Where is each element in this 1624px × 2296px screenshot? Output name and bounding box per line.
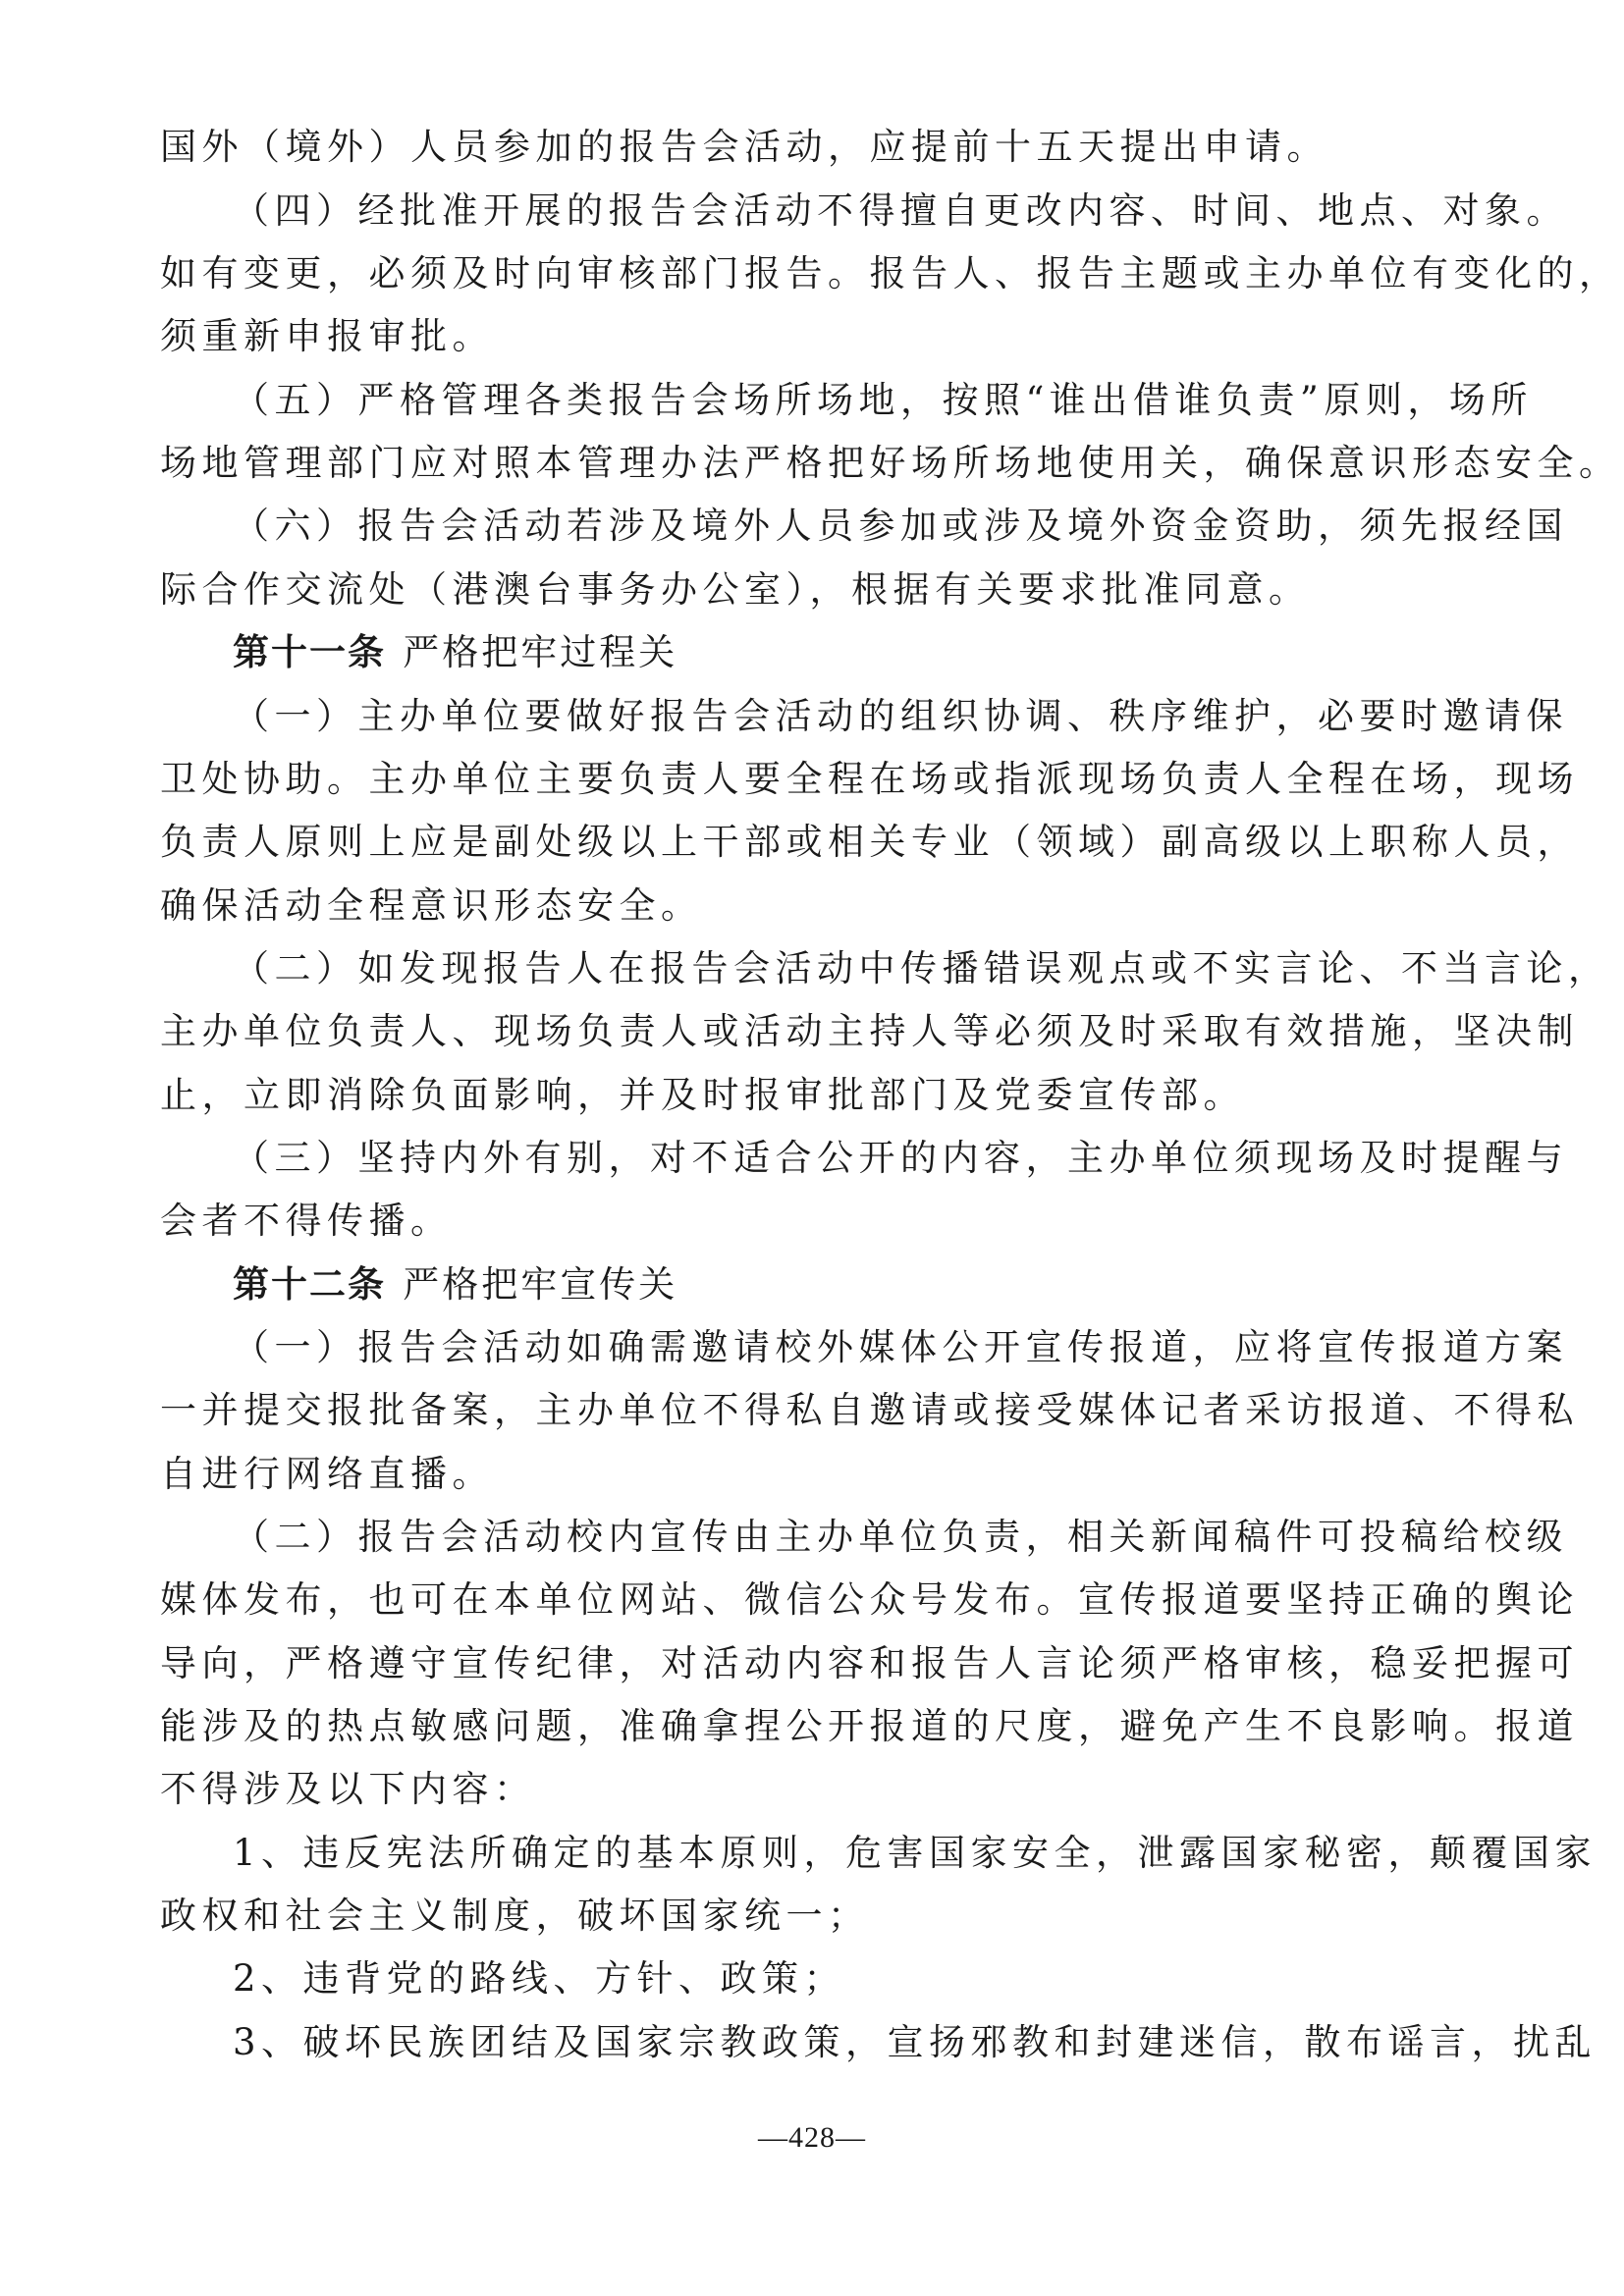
text-line: （二）如发现报告人在报告会活动中传播错误观点或不实言论、不当言论， <box>233 947 1610 989</box>
article-title: 严格把牢宣传关 <box>403 1263 678 1306</box>
article-number: 第十一条 <box>233 631 386 673</box>
text-line: 1、违反宪法所确定的基本原则，危害国家安全，泄露国家秘密，颠覆国家 <box>233 1832 1597 1874</box>
text-line: （六）报告会活动若涉及境外人员参加或涉及境外资金资助，须先报经国 <box>233 505 1568 547</box>
text-line: 3、破坏民族团结及国家宗教政策，宣扬邪教和封建迷信，散布谣言，扰乱 <box>233 2021 1597 2063</box>
text-line: （一）报告会活动如确需邀请校外媒体公开宣传报道，应将宣传报道方案 <box>233 1326 1568 1368</box>
article-heading <box>233 621 1476 684</box>
text-line: 自进行网络直播。 <box>160 1453 494 1495</box>
page-number: —428— <box>758 2121 866 2154</box>
text-line: 导向，严格遵守宣传纪律，对活动内容和报告人言论须严格审核，稳妥把握可 <box>160 1642 1579 1684</box>
text-line: 止，立即消除负面影响，并及时报审批部门及党委宣传部。 <box>160 1074 1245 1116</box>
text-line: 际合作交流处（港澳台事务办公室），根据有关要求批准同意。 <box>160 568 1311 611</box>
text-line: 卫处协助。主办单位主要负责人要全程在场或指派现场负责人全程在场，现场 <box>160 758 1579 800</box>
text-line: 不得涉及以下内容： <box>160 1768 536 1810</box>
text-line: （五）严格管理各类报告会场所场地，按照“谁出借谁负责”原则，场所 <box>233 379 1533 421</box>
text-line: （二）报告会活动校内宣传由主办单位负责，相关新闻稿件可投稿给校级 <box>233 1516 1568 1558</box>
text-line: 主办单位负责人、现场负责人或活动主持人等必须及时采取有效措施，坚决制 <box>160 1010 1579 1052</box>
article-number: 第十二条 <box>233 1263 386 1306</box>
text-line: 一并提交报批备案，主办单位不得私自邀请或接受媒体记者采访报道、不得私 <box>160 1389 1579 1431</box>
text-line: 确保活动全程意识形态安全。 <box>160 884 703 927</box>
text-line: 国外（境外）人员参加的报告会活动，应提前十五天提出申请。 <box>160 126 1328 168</box>
text-line: （三）坚持内外有别，对不适合公开的内容，主办单位须现场及时提醒与 <box>233 1137 1568 1179</box>
text-line: 会者不得传播。 <box>160 1200 453 1242</box>
article-title: 严格把牢过程关 <box>403 631 678 673</box>
text-line: 场地管理部门应对照本管理办法严格把好场所场地使用关，确保意识形态安全。 <box>160 442 1621 484</box>
text-line: 须重新申报审批。 <box>160 315 494 357</box>
text-line: 媒体发布，也可在本单位网站、微信公众号发布。宣传报道要坚持正确的舆论 <box>160 1578 1579 1621</box>
text-line: 负责人原则上应是副处级以上干部或相关专业（领域）副高级以上职称人员， <box>160 821 1579 863</box>
text-line: 政权和社会主义制度，破坏国家统一； <box>160 1895 870 1937</box>
article-heading <box>233 1254 1476 1316</box>
text-line: 如有变更，必须及时向审核部门报告。报告人、报告主题或主办单位有变化的， <box>160 252 1621 294</box>
text-line: 2、违背党的路线、方针、政策； <box>233 1957 846 2000</box>
text-line: （四）经批准开展的报告会活动不得擅自更改内容、时间、地点、对象。 <box>233 189 1568 232</box>
text-line: 能涉及的热点敏感问题，准确拿捏公开报道的尺度，避免产生不良影响。报道 <box>160 1705 1579 1747</box>
text-line: （一）主办单位要做好报告会活动的组织协调、秩序维护，必要时邀请保 <box>233 695 1568 737</box>
